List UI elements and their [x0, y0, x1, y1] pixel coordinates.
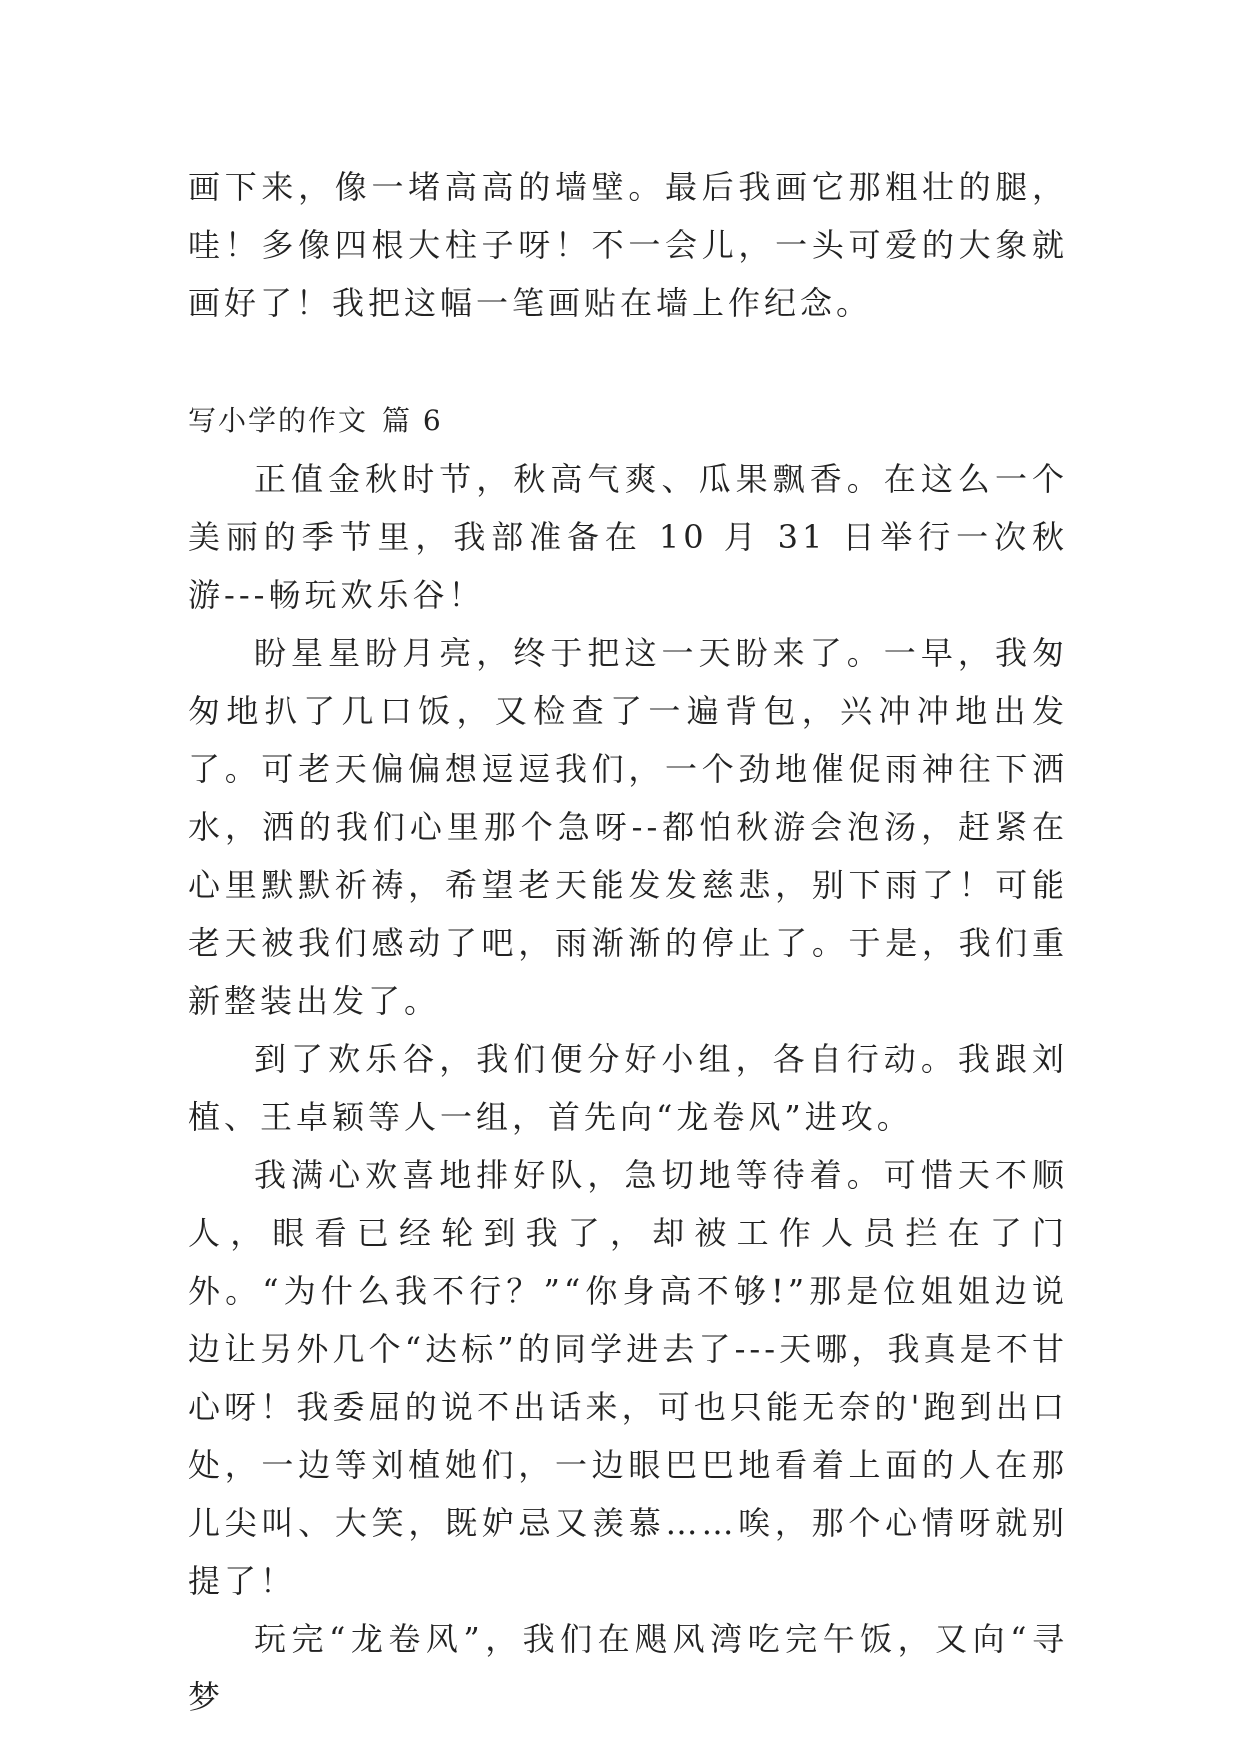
section-number: 篇 6	[382, 404, 443, 437]
paragraph: 到了欢乐谷，我们便分好小组，各自行动。我跟刘植、王卓颖等人一组，首先向“龙卷风”进攻。	[188, 1040, 1068, 1136]
paragraph: 玩完“龙卷风”，我们在飓风湾吃完午饭，又向“寻梦	[188, 1620, 1068, 1716]
paragraph: 正值金秋时节，秋高气爽、瓜果飘香。在这么一个美丽的季节里，我部准备在 10 月 31 日举行一次秋游---畅玩欢乐谷！	[188, 460, 1068, 614]
paragraph: 我满心欢喜地排好队，急切地等待着。可惜天不顺人，眼看已经轮到我了，却被工作人员拦在了门外。“为什么我不行？”“你身高不够!”那是位姐姐边说边让另外几个“达标”的同学进去了---天哪，我真是不甘心呀！我委屈的说不出话来，可也只能无奈的'跑到出口处，一边等刘植她们，一边眼巴巴地看着上面的人在那儿尖叫、大笑，既妒忌又羡慕……唉，那个心情呀就别提了！	[188, 1156, 1068, 1600]
paragraph-continued: 画下来，像一堵高高的墙壁。最后我画它那粗壮的腿，哇！多像四根大柱子呀！不一会儿，一头可爱的大象就画好了！我把这幅一笔画贴在墙上作纪念。	[188, 168, 1068, 322]
document-page	[188, 158, 1068, 1726]
paragraph: 盼星星盼月亮，终于把这一天盼来了。一早，我匆匆地扒了几口饭，又检查了一遍背包，兴冲冲地出发了。可老天偏偏想逗逗我们，一个劲地催促雨神往下洒水，洒的我们心里那个急呀--都怕秋游会泡汤，赶紧在心里默默祈祷，希望老天能发发慈悲，别下雨了！可能老天被我们感动了吧，雨渐渐的停止了。于是，我们重新整装出发了。	[188, 634, 1068, 1020]
section-heading	[188, 392, 1068, 450]
section-title: 写小学的作文	[188, 404, 369, 437]
